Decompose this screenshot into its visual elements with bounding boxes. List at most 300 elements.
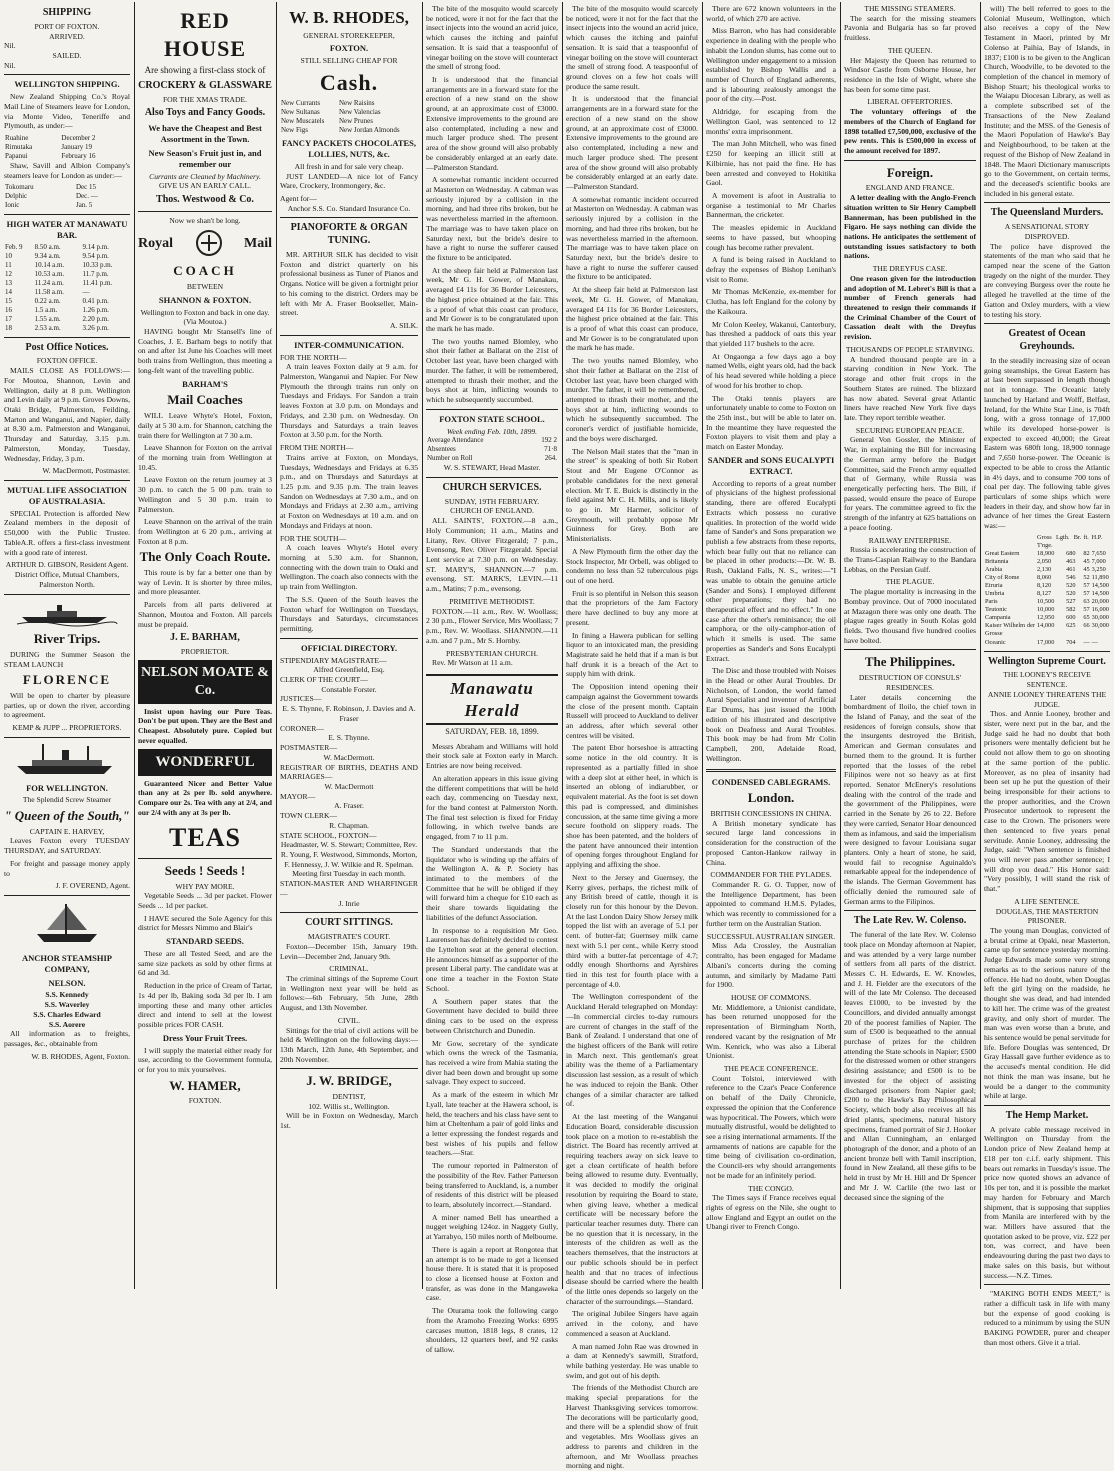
text-block: Papanui <box>5 152 28 161</box>
text-block: Mr Colon Keeley, Wakanui, Canterbury, has threshed a paddock of oats this year that yielded 117 bushels to the acre. <box>706 319 836 348</box>
call-line: GIVE US AN EARLY CALL. <box>159 181 251 191</box>
nil-sailed: Nil. <box>4 60 16 70</box>
text-block: 625 <box>1066 622 1076 630</box>
magistrates-court: MAGISTRATE'S COURT. <box>307 932 391 942</box>
barhams: BARHAM'S <box>182 378 228 389</box>
fancy-line: FANCY PACKETS CHOCOLATES, LOLLIES, NUTS, &c. <box>281 138 417 159</box>
column-8 <box>984 4 1110 1347</box>
text-block: 57 <box>1083 606 1090 614</box>
text-block: 11.58 a.m. <box>34 287 64 296</box>
vegetable-prices: Vegetable Seeds ... 3d per packet. Flower Seeds ... 1d per packet. <box>138 891 272 910</box>
text-block: The funeral of the late Rev. W. Colenso took place on Monday afternoon at Napier, and was attended by a very large number of settlers from all parts of the district. Messrs C. H. Edwards, E. W. Knowles, and J. H. Fielder are the executors of the will of the late Mr Colenso. The deceased leaves £1000, to be invested by the Councillors, and divided annually amongst 20 of the poorest families of Napier. The sum of £500 is bequeathed to the annual purchase of prizes for the children attending the State schools in Napier; £500 for the distressed women or other strangers desiring assistance; and £500 is to be invested for the object of assisting discharged prisoners from Napier gaol; £200 to the Hawke's Bay Philosophical Society, which body also receives all his dried plants, specimens, natural history specimens, framed portrait of Sir J. Hooker and Allan Cunningham, an enlarged photograph of the donor, and a photo of an ancient bronze bell with Tamil inscription, found in New Zealand, all these gifts to be held in trust by Mr H. Hill and Dr Spencer and Mr J. W. Carlile (the two last or deceased since the signing of the <box>844 930 976 1202</box>
foreign-heading: Foreign. <box>886 164 934 180</box>
inter-text: A train leaves Foxton daily at 9 a.m. for Palmerston, Wanganui and Napier. For New Plymouth the through trains run only on Tuesdays and Fridays. For Sandon a train leaves Foxton at 3.0 p.m. on Mondays and Fridays, and 2.30 p.m. on Wednesday. On Thursdays and Saturdays a train leaves Foxton at 3.50 p.m. for the North. <box>280 362 418 440</box>
column-3 <box>280 4 418 1287</box>
ship-aorere: S.S. Aorere <box>48 1019 86 1029</box>
text-block: 8.50 a.m. <box>34 243 61 252</box>
text-block: Campania <box>985 614 1011 622</box>
text-block: 11.24 a.m. <box>34 278 64 287</box>
civil-text: Sittings for the trial of civil actions will be held & Wellington on the following days:—13th March, 12th June, 4th September, and 20th November. <box>280 1025 418 1064</box>
text-block: THE PEACE CONFERENCE. <box>723 1063 819 1073</box>
mutual-heading: MUTUAL LIFE ASSOCIATION OF AUSTRALASIA. <box>7 485 127 506</box>
queen-of-the-south: " Queen of the South," <box>4 808 130 824</box>
text-block: 14 <box>5 287 12 296</box>
text-block: The Nelson Mail states that the "man in the street" is speaking of both Sir Robert Stout and Mr Eugene O'Connor as probable candidates for the next general election. Mr T. E. Buick is distinctly in the field against Mr C. H. Mills, and is likely to go in. Mr Harmer, solicitor of Greymouth, will probably oppose Mr Guinness for Grey. Both are Ministerialists. <box>566 446 698 544</box>
column-rule <box>980 2 981 1289</box>
text-block: A New Plymouth firm the other day the Stock Inspector, Mr Orbell, was obliged to condemn no less than 52 tuberculous pigs out of one herd. <box>566 546 698 585</box>
school-week: Week ending Feb. 10th, 1899. <box>446 426 538 436</box>
text-block: A somewhat romantic incident occurred at Masterton on Wednesday. A cabman was seriously injured by a collision in the morning, and had three ribs broken, but he was nevertheless married in the afternoon. The marriage was to have taken place on Saturday next, but the bride's desire to have a right to nurse the sufferer caused the fixture to be anticipated. <box>566 194 698 282</box>
barham-text: HAVING bought Mr Stansell's line of Coaches, J. E. Barham begs to notify that on and after 1st June his Coaches will meet both trains from Wellington, thus meeting a long-felt want of the travelling public. <box>138 326 272 375</box>
royal-word: Royal <box>138 236 173 251</box>
text-block: 1.26 p.m. <box>82 305 109 314</box>
text-block: 7,000 <box>1091 558 1106 566</box>
via-moutoa: (Via Moutoa.) <box>183 317 227 327</box>
text-block: REGISTRAR OF BIRTHS, DEATHS AND MARRIAGES— <box>280 762 418 782</box>
text-block: 3,250 <box>1091 566 1106 574</box>
tide-table <box>4 243 130 333</box>
text-block: — <box>1091 638 1098 646</box>
text-block: 10.53 a.m. <box>34 269 65 278</box>
mutual-agent: ARTHUR D. GIBSON, Resident Agent. <box>5 560 129 570</box>
wellington-back: Wellington to Foxton and back in one day. <box>140 307 270 317</box>
text-block: 18,900 <box>1037 549 1055 557</box>
text-block: 11 <box>5 260 12 269</box>
text-block: 546 <box>1066 574 1076 582</box>
ship-waverley: S.S. Waverley <box>44 1000 90 1010</box>
text-block: 582 <box>1066 606 1076 614</box>
text-block: Tokomaru <box>5 183 34 192</box>
text-block: A Southern paper states that the Government have decided to build three dining cars to be used on the express between Christchurch and Dunedin. <box>426 996 558 1035</box>
text-block: The plague mortality is increasing in the Bombay province. Out of 7000 inoculated at Mazagon there was only one death. The plague rages greatly in South Kolas gold fields. Two thousand five hundred coolies have bolted. <box>844 587 976 645</box>
text-block: In fining a Hawera publican for selling liquor to an intoxicated man, the presiding Magistrate said he held that if a man is but half drunk it is a breach of the Act to supply him with drink. <box>566 630 698 679</box>
freight-text: For freight and passage money apply to <box>4 858 130 878</box>
text-block: 10.33 p.m. <box>82 260 113 269</box>
text-block: Russia is accelerating the construction of the Trans-Caspian Railway to the Bandara Lebbas, on the Persian Gulf. <box>844 545 976 574</box>
xmas-line: FOR THE XMAS TRADE. <box>162 94 248 104</box>
shan-now: Now we shan't be long. <box>169 215 241 225</box>
text-block: The two youths named Blomley, who shot their father at Ballarat on the 21st of October last year, have been charged with murder. The father, it will be remembered, attempted to thrash their mother, and the boys shot at him, inflicting wounds to which he subsequently succumbed. The coroner's verdict of justifiable homicide, and the boys were discharged. <box>566 356 698 443</box>
text-block: 18 <box>5 323 12 332</box>
text-block: 30,000 <box>1091 622 1109 630</box>
court-sittings: COURT SITTINGS. <box>305 917 393 929</box>
shaw-text: Shaw, Savill and Albion Company's steamers leave for London as under:— <box>4 161 130 180</box>
text-block: The friends of the Methodist Church are making special preparations for the Harvest Thanksgiving services tomorrow. The decorations will be particularly good, and there will be a splendid show of fruit and vegetables. Mrs Woollass gives an address to parents and children in the afternoon, and Mr Woollass preaches morning and night. <box>566 1383 698 1471</box>
rhodes-name: W. B. RHODES, <box>289 8 409 27</box>
text-block: CLERK OF THE COURT— <box>280 675 368 685</box>
church-england: CHURCH OF ENGLAND. <box>450 506 534 516</box>
text-block: A fund is being raised in Auckland to defray the expenses of Bishop Lenihan's visit to Rome. <box>706 255 836 284</box>
text-block: 527 <box>1066 598 1076 606</box>
text-block: STATION-MASTER AND WHARFINGER— <box>280 879 418 898</box>
presby-heading: PRESBYTERIAN CHURCH. <box>446 648 538 658</box>
from-north: FROM THE NORTH— <box>280 443 354 453</box>
text-block: Headmaster, W. S. Stewart; Committee, Rev. R. Young, F. Westwood, Simmonds, Morton, F. Hennessy, J. W. Wilkie and R. Spelman. Meeting first Tuesday in each month. <box>280 840 418 879</box>
text-block: The bite of the mosquito would scarcely be noticed, were it not for the fact that the insect injects into the wound an acrid juice, which causes the itching and painful sensation. It is said that a teaspoonful of vinegar boiling on the stove will counteract the smell of strong food. <box>426 4 559 72</box>
text-block: 15 <box>5 296 12 305</box>
text-block: R. Chapman. <box>329 820 369 830</box>
court-text: Foxton—December 15th, January 19th. Levin—December 2nd, January 9th. <box>280 941 418 961</box>
text-block: J. Inrie <box>338 898 360 908</box>
text-block: It is understood that the financial arrangements are in a forward state for the erection of a new stand on the show ground, at an approximate cost of £3000. Extensive improvements to the ground are also contemplated, including a new and much larger produce shed. The present area of the show ground will also probably be considerably enlarged at an early date.—Palmerston Standard. <box>566 94 698 191</box>
text-block: 9.34 a.m. <box>34 252 61 260</box>
text-block: Etruria <box>985 582 1003 590</box>
text-block: 14,000 <box>1037 622 1055 630</box>
mail-coaches-text: WILL Leave Whyte's Hotel, Foxton, daily at 5 30 a.m. for Shannon, catching the train there for Wellington at 7 30 a.m. <box>138 411 272 440</box>
text-block: In the steadily increasing size of ocean going steamships, the Great Eastern has at last been surpassed in length though not in tonnage. The Oceanic lately launched by Harland and Wolff, Belfast, Ireland, for the White Star Line, is 704ft long, with a gross tonnage of 17,000 while its developed horse-power is expected to exceed 40,000; the Great Eastern was 680ft long, 18,900 tonnage and 7,650 horse-power. The Oceanic is expected to be able to cross the Atlantic in 4½ days, and to consume 700 tons of coal per day. The following table gives particulars of some ships which were leaders in their day, and show how far in advance of her times the Great Eastern was:— <box>984 355 1110 531</box>
text-block: Kaiser Wilhelm der Grosse <box>985 622 1036 638</box>
text-block: The original Jubilee Singers have again arrived in the colony, and have commenced a season at Auckland. <box>566 1309 698 1338</box>
crockery-line: CROCKERY & GLASSWARE <box>138 79 272 91</box>
selling-line: STILL SELLING CHEAP FOR <box>300 56 398 66</box>
text-block: The man John Mitchell, who was fined £250 for keeping an illicit still at Kilbirnie, has not paid the fine. He has been arrested and conveyed to Hokitika Gaol. <box>706 139 836 188</box>
text-block: TOWN CLERK— <box>280 811 338 821</box>
port-line: PORT OF FOXTON. <box>34 21 100 31</box>
text-block: A LIFE SENTENCE. <box>1014 896 1080 906</box>
launch-icon <box>4 599 130 628</box>
text-block: 10 <box>5 252 12 260</box>
text-block: The voluntary offerings of the members of the Church of England for 1898 totalled £7,500,000, exclusive of the pew rents. This is £500,000 in excess of the amount received for 1897. <box>844 107 976 156</box>
text-block: STATE SCHOOL, FOXTON— <box>280 830 377 840</box>
river-text: DURING the Summer Season the STEAM LAUNCH <box>4 649 130 669</box>
red-house-title: RED HOUSE <box>163 8 247 62</box>
ship-charles-edward: S.S. Charles Edward <box>33 1009 101 1019</box>
text-block: According to reports of a great number of physicians of the highest professional standing, there are offered Eucalypti Extracts which possess no curative qualities. In protection of the world wide fame of Sander's and Sons preparation we publish a few abstracts from these reports, which bear fully out that no reliance can be placed in other products:—Dr. W. B. Rush, Oakland Falls, N. S., writes:—"I was unable to obtain the genuine article (Sander and Sons). I employed different other preparations; they had no therapeutical effect and no effect." In one case after the other's reminisance; the oil camphora, or the oily-camphor-ation of which it smells is used. The same properties as Sander's and Sons Eucalypti Extract. <box>706 478 836 663</box>
only-coach-text: This route is by far a better one than by way of Levin. It is shorter by three miles, and more pleasanter. <box>138 568 272 597</box>
between-line: BETWEEN <box>186 281 224 291</box>
text-block: 20,000 <box>1091 598 1109 606</box>
text-block: Feb. 9 <box>5 243 23 252</box>
text-block: The two youths named Blomley, who shot their father at Ballarat on the 21st of October last year, have been charged with murder. The father, it will be remembered, attempted to thrash their mother, and the boys shot at him, inflicting wounds to which he subsequently succumbed. <box>426 336 558 405</box>
primitive-text: FOXTON.—11 a.m., Rev. W. Woollass; 2 30 p.m., Flower Service, Mrs Woollass; 7 p.m., Rev. W. Woollass. SHANNON.—11 a.m. and 7 p.m., Mr S. Hornby. <box>426 606 558 645</box>
text-block: E. S. Thynne, F. Robinson, J. Davies and A. Fraser <box>282 704 416 723</box>
text-block: — <box>82 287 90 296</box>
dress-text: I will supply the material either ready for use, according to the Government formula, or for you to mix yourselves. <box>138 1045 272 1075</box>
text-block: 600 <box>1066 614 1076 622</box>
text-block: Alfred Greenfield, Esq. <box>313 665 385 675</box>
dress-trees: Dress Your Fruit Trees. <box>162 1032 248 1043</box>
anchor-text: All information as to freights, passages, &c., obtainable from <box>4 1029 130 1048</box>
text-block: HOUSE OF COMMONS. <box>731 992 811 1002</box>
nelson-text: Insist upon having our Pure Teas. Don't be put upon. They are the Best and Cheapest. Absolutely pure. Copied but never equalled. <box>138 706 272 745</box>
landed-line: JUST LANDED—A nice lot of Fancy Ware, Crockery, Ironmongery, &c. <box>280 171 418 191</box>
text-block: As a mark of the esteem in which Mr Lyall, late teacher at the Hawera school, is held, the teachers and his class have sent to him at Cheltenham a pair of gold links and a letter expressing the fondest regards and best wishes of his pupils and fellow teachers.—Star. <box>426 1090 558 1158</box>
text-block: The Otaki tennis players are unfortunately unable to come to Foxton on the 25th inst., but will be able to later on. In the meantime they have requested the Foxton players to visit them and play a match on Easter Monday. <box>706 393 836 452</box>
text-block: W. MacDermott. <box>323 752 375 762</box>
nelson-moate-banner: NELSON MOATE & Co. <box>138 660 272 704</box>
queensland-heading: The Queensland Murders. <box>990 207 1104 219</box>
presby-text: Rev. Mr Watson at 11 a.m. <box>432 658 513 668</box>
text-block: 0.22 a.m. <box>34 296 61 305</box>
queen-south-text: The S.S. Queen of the South leaves the Foxton wharf for Wellington on Tuesdays, Thursdays and Saturdays, circumstances permitting. <box>280 594 418 633</box>
text-block: New Raisins <box>338 99 375 108</box>
text-block: Teutonic <box>985 606 1007 614</box>
text-block: POSTMASTER— <box>280 743 337 753</box>
text-block: January 19 <box>61 143 92 152</box>
text-block: The Times says if France receives equal rights of egress on the Nile, she ought to allow England and Egypt an outlet on the Ubangi river to French Congo. <box>706 1193 836 1232</box>
primitive-heading: PRIMITIVE METHODIST. <box>449 596 535 606</box>
column-rule <box>702 2 703 1289</box>
text-block: Dec. — <box>75 192 98 201</box>
text-block: 680 <box>1066 549 1076 557</box>
storekeeper: GENERAL STOREKEEPER, <box>303 30 395 40</box>
dentist: DENTIST, <box>332 1092 366 1102</box>
text-block: Umbria <box>985 590 1005 598</box>
official-directory: OFFICIAL DIRECTORY. <box>300 642 398 653</box>
captain-line: CAPTAIN E. HARVEY, <box>29 826 105 836</box>
text-block: 9.14 p.m. <box>82 243 109 252</box>
ships-table <box>984 534 1110 647</box>
text-block: COMMANDER FOR THE PYLADES. <box>710 870 832 880</box>
queen-text: Leaves Foxton every TUESDAY THURSDAY, and SATURDAY. <box>4 836 130 856</box>
text-block: 1.55 a.m. <box>34 314 61 323</box>
text-block: Mr Gow, secretary of the syndicate which owns the wreck of the Tasmania, has received a wire from Mahia stating the diver had been down and brought up some salvage. They expect to succeed. <box>426 1038 558 1087</box>
je-barham: J. E. BARHAM, <box>170 632 240 644</box>
text-block: A SENSATIONAL STORY DISPROVED. <box>1004 222 1090 241</box>
text-block: A letter dealing with the Anglo-French situation written to Sir Henry Campbell Bannerman, has been published in the Figaro. He says nothing can divide the nations. He anticipates the settlement of outstanding issues satisfactory to both nations. <box>844 193 976 261</box>
column-4 <box>426 4 559 1355</box>
bridge-name: J. W. BRIDGE, <box>306 1073 392 1089</box>
philippines-heading: The Philippines. <box>864 654 956 670</box>
text-block: 13 <box>5 278 12 287</box>
text-block: A miner named Bell has unearthed a nugget weighing 124oz. in Naggety Gully, at Yarrabyo, 150 miles north of Melbourne. <box>426 1212 558 1242</box>
text-block: The police have disproved the statements of the man who said that he camped near the scene of the Gatton tragedy on the night of the murder. They are conveying Burgess over the route he alleged he travelled at the time of the Gatton and Oxley murders, with a view to testing his story. <box>984 241 1110 319</box>
text-block: At the sheep fair held at Palmerston last week, Mr G. H. Gower, of Manakau, averaged £4 11s for 36 Border Leicesters, the highest price obtained at the fair. This is a proof of what this coast can produce, and Mr Gower is to be congratulated upon the mark he has made. <box>566 285 698 353</box>
masthead: Manawatu Herald <box>426 674 558 726</box>
text-block: ENGLAND AND FRANCE. <box>865 183 955 193</box>
text-block: JUSTICES— <box>280 694 322 704</box>
splendid-line: The Splendid Screw Steamer <box>22 795 112 805</box>
text-block: DESTRUCTION OF CONSULS' RESIDENCES. <box>858 673 962 692</box>
shannon-foxton: SHANNON & FOXTON. <box>158 294 252 305</box>
text-block: THE PLAGUE. <box>885 577 935 587</box>
rhodes-foxton: FOXTON. <box>329 43 369 54</box>
text-block: 11,890 <box>1091 574 1109 582</box>
text-block: New Valencias <box>338 108 381 117</box>
text-block: Number on Roll <box>427 454 473 463</box>
text-block: 57 <box>1083 590 1090 598</box>
text-block: New Jordan Almonds <box>338 126 400 135</box>
wonderful-text: Guaranteed Nicer and Better Value than any at 2s per lb. sold anywhere. Compare our 2s. Tea with any at 2/4, and our 2/4 with any at 3s per lb. <box>138 778 272 817</box>
text-block: Mr. Middlemore, a Unionist candidate, has been returned unopposed for the representation of Birmingham North, rendered vacant by the resignation of Mr Wm. Kenrick, who was also a Liberal Unionist. <box>706 1002 836 1061</box>
supreme-court-heading: Wellington Supreme Court. <box>988 655 1106 667</box>
dentist-address: 102. Willis st., Wellington. <box>308 1101 390 1111</box>
inter-heading: INTER-COMMUNICATION. <box>294 339 404 350</box>
text-block: MAYOR— <box>280 791 316 801</box>
text-block: 17 <box>5 314 12 323</box>
tested-text: These are all Tested Seed, and are the same size packets as sold by other firms at 6d and 3d. <box>138 948 272 978</box>
column-5 <box>566 4 699 1471</box>
text-block: 82 <box>1083 549 1090 557</box>
text-block: Next to the Jersey and Guernsey, the Kerry gives, perhaps, the richest milk of any British breed of cattle, though it is closely run for this honour by the Devon. At the last London Dairy Show Jersey milk topped the list with an average of 5.1 per cent. of butter-fat; Guernsey milk came next with 5.1 per cent., while Kerry stood third with a butter-fat percentage of 4.7; oddly enough Shorthorns and Ayrshires tied in this test for fourth place with a percentage of 4.0. <box>566 872 698 989</box>
sander-heading: SANDER and SONS EUCALYPTI EXTRACT. <box>707 454 835 476</box>
text-block: The Standard understands that the liquidator who is winding up the affairs of the Wellington A. & P. Society has intimated to the members of the Committee that he will be obliged if they will forward him a cheque for £10 each as their share towards liquidating the liabilities of the defunct Association. <box>426 844 558 922</box>
text-block: City of Rome <box>985 574 1020 582</box>
kemp-jupp: KEMP & JUPP ... PROPRIETORS. <box>12 723 122 733</box>
text-block: The Disc and those troubled with Noises in the Head or other Aural Troubles. Dr Nicholson, of London, the world famed Aural Specialist and inventor of Artificial Ear Drums, has just issued the 100th edition of his illustrated and descriptive book on Deafness and Aural Troubles. This book may be had from Mr Colin Campbell, 200, Adelaide Road, Wellington. <box>706 666 836 763</box>
text-block: The measles epidemic in Auckland seems to have passed, but whooping cough has become rather prevalent. <box>706 223 836 252</box>
overend-agent: J. F. OVEREND, Agent. <box>55 881 130 891</box>
text-block: 45 <box>1083 566 1090 574</box>
dateline: SATURDAY, FEB. 18, 1899. <box>445 727 539 737</box>
nzsc-table <box>4 134 130 161</box>
text-block: 14,500 <box>1091 582 1109 590</box>
arrived-label: ARRIVED. <box>49 31 85 41</box>
agent-for: Agent for— <box>280 193 317 203</box>
cash-word: Cash. <box>319 70 379 96</box>
text-block: Mr Thomas McKenzie, ex-member for Clutha, has left England for the colony by the Kaikoura. <box>706 287 836 316</box>
text-block: 2.53 a.m. <box>34 323 61 332</box>
text-block: 192 2 <box>541 436 557 445</box>
colenso-heading: The Late Rev. W. Colenso. <box>853 915 967 927</box>
text-block: Commander R. G. O. Tupper, now of the Intelligence Department, has been appointed to command H.M.S. Pylades, which was recently to commissioned for a further term on the Australian Station. <box>706 880 836 928</box>
toys-line: Also Toys and Fancy Goods. <box>144 107 266 119</box>
text-block: A private cable message received in Wellington on Thursday from the London price of New Zealand hemp at £18 per ton c.i.f. early shipment. This bears out remarks in Tuesday's issue. The price now quoted shows an advance of 10s per ton, and it is possible the market may harden for February and March shipment, that is supposing that supplies from Manila are interfered with by the war. Millers have assured that the quotation asked to be prove, viz. £22 per ton, was correct, and have been endeavouring during the past two days to make sales on this basis, but without success.—N.Z. Times. <box>984 1124 1110 1280</box>
text-block: Her Majesty the Queen has returned to Windsor Castle from Osborne House, her residence in the Isle of Wight, where she has been for some time past. <box>844 55 976 94</box>
text-block: Miss Barron, who has had considerable experience in dealing with the people who inhabit the London slums, has come out to Wellington under engagement to a mission established by Bishop Wallis and a number of Church of England adherents, and is labouring zealously amongst the poor of the city.—Post. <box>706 26 836 104</box>
text-block: Count Tolstoi, interviewed with reference to the Czar's Peace Conference on behalf of the Daily Chronicle, expressed the opinion that the Conference was hypocritical. The Powers, which were mutually distrustful, would be delighted to see a rising international armaments. If the armaments of nations are capable for the time being of civilisation co-ordination, the Council-ers why should arrangements not be made for an infinitely period. <box>706 1073 836 1180</box>
anchor-heading: ANCHOR STEAMSHIP COMPANY, <box>22 952 112 974</box>
text-block: 12,950 <box>1037 614 1055 622</box>
text-block: General Von Gossler, the Minister of War, in explaining the Bill for increasing the German army before the Budget Committee, said the French army equalled that of Germany, while Russia was energetically perfecting hers. The Bill, if passed, would ensure the peace of Europe for years. The committee agreed to fix the strength of the infantry at 625 battalions on a peace footing. <box>844 435 976 532</box>
text-block: W. MacDermott <box>324 781 374 791</box>
shipping-heading: SHIPPING <box>42 7 92 18</box>
text-block: 520 <box>1066 590 1076 598</box>
leave-foxton2: Leave Foxton on the return journey at 3 30 p.m. to catch the 5 00 p.m. train to Wellington and 5 30 p.m. train to Palmerston. <box>138 475 272 514</box>
ship-kennedy: S.S. Kennedy <box>45 990 89 1000</box>
text-block: An alteration appears in this issue giving the different competitions that will be held each day, commencing on Tuesday next, for the band contest at Palmerston North. The final test selection is fixed for Friday following, in which twelve bands are engaged, from 7 to 11 p.m. <box>426 773 558 842</box>
text-block: — <box>1083 638 1090 646</box>
text-block: Aldridge, for escaping from the Wellington Gaol, was sentenced to 12 months' extra imprisonment. <box>706 107 836 136</box>
text-block: Rimutaka <box>5 143 33 152</box>
parcels-text: Parcels from all parts delivered at Shannon, Moutoa and Foxton. All parcels must be prepaid. <box>138 600 272 629</box>
hamer-name: W. HAMER, <box>169 1077 241 1093</box>
text-block: 2,130 <box>1037 566 1052 574</box>
mutual-address: District Office, Mutual Chambers, Palmerston North. <box>14 570 120 589</box>
text-block: Oceanic <box>985 638 1006 646</box>
greyhounds-heading: Greatest of Ocean Greyhounds. <box>1008 328 1086 353</box>
text-block: Miss Ada Crossley, the Australian contralto, has been engaged for Madame Albani's concerts during the coming autumn, and similarly by Madame Patti for 1900. <box>706 941 836 990</box>
text-block: 8,127 <box>1037 590 1052 598</box>
text-block: The Wellington correspondent of the Auckland Herald telegraphed on Monday:—In commercial circles to-day rumours are current of changes in the staff of the Bank of Zealand. I understand that one of the highest officers of the Bank will retire in March next. This gentleman's great ability was the theme of a Parliamentary discussion last session, as a result of which he was induced to rejoin the Bank. Other changes of a similar character are talked of. <box>566 992 698 1109</box>
text-block: Gross Lgth. Br. T'nge. <box>1037 533 1082 549</box>
wonderful-banner: WONDERFUL <box>138 749 272 776</box>
text-block: 2,050 <box>1037 558 1052 566</box>
nil-arrived: Nil. <box>4 41 16 51</box>
text-block: 0.41 p.m. <box>82 296 109 305</box>
text-block: DOUGLAS, THE MASTERTON PRISONER. <box>995 906 1099 926</box>
text-block: The search for the missing steamers Pavonia and Bulgaria has so far proved fruitless. <box>844 13 976 43</box>
why-pay: WHY PAY MORE. <box>175 881 235 891</box>
text-block: Britannia <box>985 558 1009 566</box>
wellington-shipping-heading: WELLINGTON SHIPPING. <box>14 79 120 90</box>
text-block: The Oturama took the following cargo from the Aramoho Freezing Works: 6995 carcases mutton, 1818 legs, 8 crates, 12 shoulders, 12 quarters beef, and 92 casks of tallow. <box>426 1306 558 1355</box>
column-rule <box>562 2 563 1289</box>
dentist-visits: Will be in Foxton on Wednesday, March 1st. <box>280 1111 418 1131</box>
text-block: A movement is afoot in Australia to organise a testimonial to Mr Charles Bannerman, the cricketer. <box>706 190 836 220</box>
text-block: "MAKING BOTH ENDS MEET," is rather a difficult task in life with many but the expense of good cooking is reduced to a minimum by using the SUN BAKING POWDER, purer and cheaper than most others. Give it a trial. <box>984 1289 1110 1347</box>
steamer-icon <box>4 742 130 779</box>
anchor-nelson: NELSON. <box>48 977 86 988</box>
text-block: 10.14 a.m. <box>34 260 65 269</box>
currants-line: Currants are Cleaned by Machinery. <box>149 171 261 181</box>
text-block: THE QUEEN. <box>887 45 933 55</box>
text-block: 52 <box>1083 574 1090 582</box>
text-block: 16,000 <box>1091 606 1109 614</box>
text-block: ft. <box>1083 533 1089 541</box>
text-block: 11.7 p.m. <box>82 269 109 278</box>
text-block: 11.41 p.m. <box>82 278 113 287</box>
post-office-sub: FOXTON OFFICE. <box>36 356 98 366</box>
text-block: LIBERAL OFFERTORIES. <box>867 97 953 107</box>
only-coach-route: The Only Coach Route. <box>139 549 271 565</box>
school-heading: FOXTON STATE SCHOOL. <box>439 413 545 424</box>
text-block: At Ongaonga a few days ago a boy named Wells, eight years old, had the back of his head severed while holding a piece of wood for his brother to chop. <box>706 351 836 390</box>
text-block: There is again a report at Rongotea that an attempt is to be made to get a licensed house there. It is stated that it is proposed to close a licensed house at Foxton and transfer, as was done in the Mangaweka case. <box>426 1244 558 1303</box>
criminal: CRIMINAL. <box>329 964 369 974</box>
text-block: A British monetary syndicate has secured large land concessions in consideration for the construction of the proposed Canton-Hankow railway in China. <box>706 818 836 867</box>
text-block: Later details concerning the bombardment of Iloilo, the chief town in the Island of Panay, and the seat of the residences of foreign consuls, show that the insurgents destroyed the British, American and German consulates and burned them to the ground. It is further reported that the losses of the rebel Filipinos were not so heavy as at first reported. Senator McEnery's resolutions dealing with the control of the trade and the government of the Philippines, were carried in the Senate by 26 to 22. Before they were carried, Senator Hoar denounced them as infamous, and said the imperialism were designed to favour Louisiana sugar planters. Only a heart of stone, he said, would fail to recognise Aguinaldo's remarkable appeal for the independence of the islands. The German Government has officially denied the rumoured sale of German arms to the Filipinos. <box>844 692 976 906</box>
text-block: 264. <box>544 454 557 463</box>
text-block: will) The bell referred to goes to the Colonial Museum, Wellington, which also receives a copy of the New Testament in Maori, printed by Mr Colenso at Paihia, Bay of Islands, in 1837; £100 is to be given to the Anglican Church, Woodville, to be devoted to the completion of the chancel in memory of Bishop Stuart; his theological works to the Waiapu Diocesan Library, as well as a complete subscribed set of the Transactions of the New Zealand Institute; and the MSS. of the Genesis of the Maori Population of Hawke's Bay and Neighbourhood, to be taken at the request of the Bishop of New Zealand in 1848. The Maori Dictionary manuscripts go to the Government, on certain terms, and the deceased's scientific books are included in his general estate. <box>984 4 1110 198</box>
cablegrams-heading: CONDENSED CABLEGRAMS. <box>711 776 831 787</box>
text-block: 12 <box>5 269 12 278</box>
text-block: E. S. Thynne. <box>328 733 370 743</box>
text-block: 63 <box>1083 598 1090 606</box>
text-block: The young man Douglas, convicted of a brutal crime at Opaki, near Masterton, came up for sentence yesterday morning. Judge Edwards made some very strong remarks as to the serious nature of the offence. He had no doubt, when Douglas left the girl lying on the roadside, he thought she was dead, and had intended to kill her. The crime was of the greatest gravity, and only short of murder. The man was even worse than a brute, and his sentence would be penal servitude for life. Before Douglas was sentenced, Dr Gray Hassall gave further evidence as to the accused's mental condition. He did not think the man was insane, but he would be a danger to the community while at large. <box>984 926 1110 1101</box>
agent-companies: Anchor S.S. Co. Standard Insurance Co. <box>287 203 411 213</box>
text-block: Thos. and Annie Looney, brother and sister, were next put in the bar, and the Judge said he had no doubt that both prisoners were mentally deficient but he could not allow them to go on shooting at the same portion of the public. Moreover, as no plea of insanity had been set up he put the question of their being irresponsible for their actions to the proper authorities, and the Crown Prosecutor undertook to represent the case to the Crown. The prisoners were then sentenced to five years penal servitude. Annie Looney, addressing the Judge, said: "When sentence is finished you will never pass another sentence; I will drop you dead." His Honor said: "Very possibly, I will stand the risk of that." <box>984 709 1110 894</box>
season-line: New Season's Fruit just in, and remember our <box>148 147 262 169</box>
text-block: 704 <box>1066 638 1076 646</box>
text-block: It is understood that the financial arrangements are in a forward state for the erection of a new stand on the show ground, at an approximate cost of £3000. Extensive improvements to the ground are also contemplated, including a new and much larger produce shed. The present area of the show ground will also probably be considerably enlarged at an early date.—Palmerston Standard. <box>426 75 558 172</box>
text-block: New Sultanas <box>281 108 320 117</box>
text-block: ANNIE LOONEY THREATENS THE JUDGE. <box>987 689 1107 709</box>
column-rule <box>276 2 277 1289</box>
south-text: A coach leaves Whyte's Hotel every morning at 5.30 a.m. for Shannon, connecting with the down train to Otaki and Wellington. The coach also connects with the up train from Wellington. <box>280 543 418 592</box>
column-1 <box>4 4 130 1287</box>
leave-shannon: Leave Shannon for Foxton on the arrival of the morning train from Wellington at 10.45. <box>138 443 272 472</box>
text-block: Messrs Abraham and Williams will hold their stock sale at Foxton early in March. Entries are now being received. <box>426 741 558 771</box>
text-block: Jan. 5 <box>75 201 93 210</box>
text-block: H.P. <box>1091 533 1103 541</box>
piano-text: MR. ARTHUR SILK has decided to visit Foxton and district quarterly on his professional business as Tuner of Pianos and Organs. Notice will be given a fortnight prior to his coming to the district. Orders may be left with Mr A. Fraser Bookseller, Main-street. <box>280 249 418 318</box>
text-block: February 16 <box>61 152 96 161</box>
text-block: THE LOONEY'S RECEIVE SENTENCE. <box>1003 670 1091 690</box>
column-6 <box>706 4 836 1287</box>
silk-sig: A. SILK. <box>389 321 418 330</box>
river-trips-heading: River Trips. <box>33 631 101 647</box>
text-block: 8,120 <box>1037 582 1052 590</box>
text-block: BRITISH CONCESSIONS IN CHINA. <box>710 809 832 818</box>
text-block: CORONER— <box>280 723 324 733</box>
text-block: New Figs <box>281 126 309 135</box>
text-block: In response to a requisition Mr Geo. Laurenson has definitely decided to contest the Lyttelton seat at the general election. He announces himself as a supporter of the present Liberal party. The candidate was at one time a teacher in the Foxton State School. <box>426 925 558 993</box>
mail-coaches: Mail Coaches <box>167 392 243 408</box>
text-block: Ionic <box>5 201 20 210</box>
westwood-name: Thos. Westwood & Co. <box>156 194 254 206</box>
hemp-heading: The Hemp Market. <box>1005 1109 1089 1121</box>
coach-word: COACH <box>173 263 237 279</box>
text-block: The patent Ebor horseshoe is attracting some notice in the old country. It is represented as a partially filled in shoe with a deep slot at either heel, in which is inserted an oblong of indiarubber, or equivalent material. As the foot is set down this pad is compressed, and diminishes concussion, at the same time giving a more secure foothold on slippery roads. The shoe has been patented, and the holders of the patent have announced their intention of opening forges throughout England for applying and affixing the shoe. <box>566 743 698 870</box>
text-block: 9.54 p.m. <box>82 252 109 260</box>
text-block: THE DREYFUS CASE. <box>872 264 948 274</box>
fresh-line: All fresh in and for sale very cheap. <box>294 161 404 171</box>
text-block: 461 <box>1066 566 1076 574</box>
piano-heading: PIANOFORTE & ORGAN TUNING. <box>290 222 408 247</box>
postmaster: W. MacDermott, Postmaster. <box>42 466 130 476</box>
agency-text: I HAVE secured the Sole Agency for this district for Messrs Nimmo and Blair's <box>138 913 272 933</box>
